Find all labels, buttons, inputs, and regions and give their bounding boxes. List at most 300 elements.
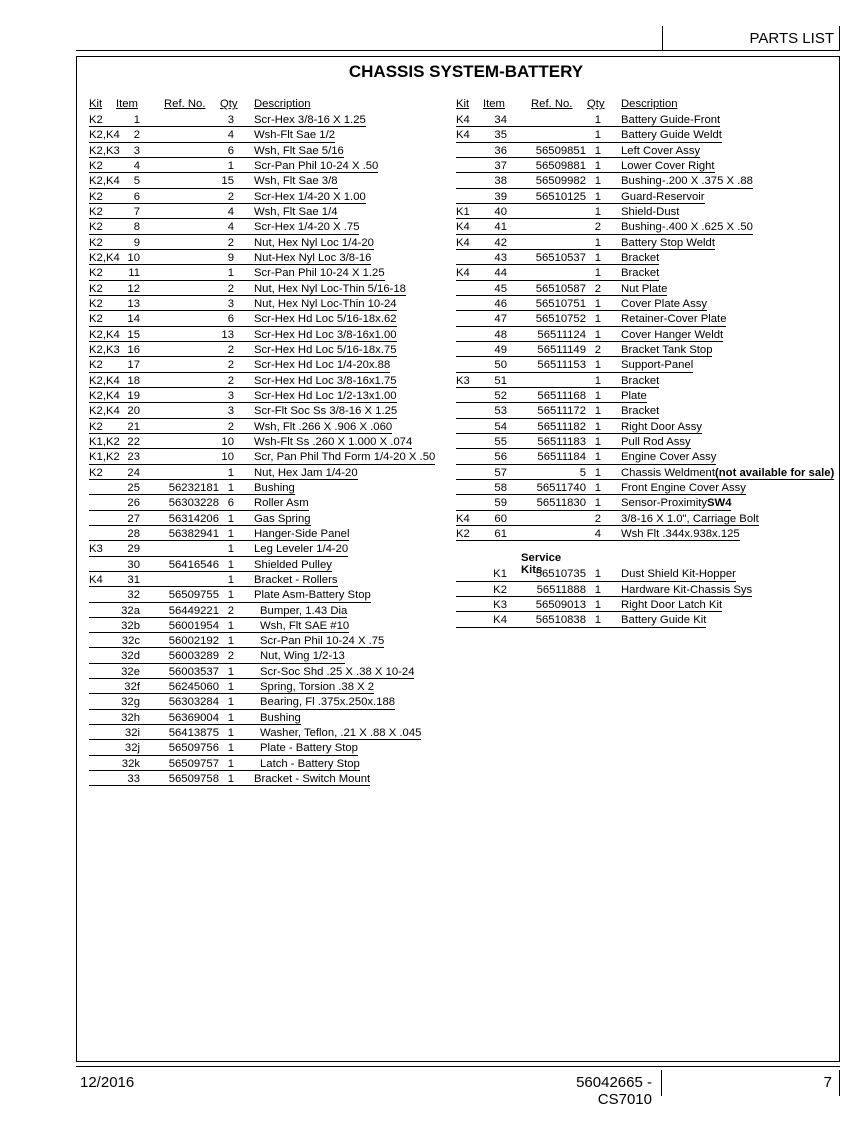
item-cell: 61: [494, 527, 507, 540]
ref-cell: 56511153: [537, 359, 586, 372]
desc-cell: Scr-Hex Hd Loc 3/8-16x1.00: [254, 328, 397, 341]
qty-cell: 1: [594, 251, 601, 264]
row-underline: [89, 464, 435, 465]
row-underline: [89, 663, 345, 664]
desc-cell: Guard-Reservoir: [621, 190, 705, 203]
kit-cell: K4: [456, 129, 470, 142]
qty-cell: 1: [594, 359, 601, 372]
row-underline: [89, 770, 360, 771]
row-underline: [456, 448, 691, 449]
qty-cell: 1: [227, 727, 234, 740]
item-cell: 1: [133, 114, 140, 126]
desc-cell: Bracket: [621, 267, 660, 280]
desc-cell: Dust Shield Kit-Hopper: [621, 568, 736, 581]
item-cell: 26: [127, 497, 140, 510]
ref-cell: 56510537: [535, 251, 586, 264]
desc-cell: Bearing, Fl .375x.250x.188: [260, 696, 396, 709]
item-cell: 20: [127, 405, 140, 418]
desc-cell: Nut, Hex Nyl Loc-Thin 10-24: [254, 297, 397, 310]
ref-cell: 56509881: [535, 159, 586, 172]
row-underline: [456, 157, 700, 158]
row-underline: [89, 647, 384, 648]
item-cell: 5: [133, 175, 140, 188]
section-label: PARTS LIST: [749, 30, 834, 47]
desc-cell: Nut, Hex Jam 1/4-20: [254, 466, 358, 479]
row-underline: [456, 402, 647, 403]
kit-cell: K4: [456, 221, 470, 234]
ref-cell: 56510735: [535, 568, 586, 581]
row-underline: [89, 678, 414, 679]
row-underline: [456, 596, 752, 597]
desc-cell: Bushing-.200 X .375 X .88: [621, 175, 753, 188]
row-underline: [456, 433, 702, 434]
desc-cell: Shielded Pulley: [254, 558, 332, 571]
row-underline: [456, 188, 753, 189]
header-rule: [76, 50, 840, 51]
item-cell: 9: [133, 236, 140, 249]
qty-cell: 1: [594, 568, 601, 581]
kit-cell: K2: [89, 114, 103, 126]
desc-cell: 3/8-16 X 1.0", Carriage Bolt: [621, 512, 759, 525]
footer-date: 12/2016: [80, 1074, 135, 1091]
qty-cell: 1: [594, 313, 601, 326]
qty-cell: 2: [594, 282, 601, 295]
qty-cell: 1: [594, 267, 601, 280]
ref-cell: 56509013: [535, 598, 586, 611]
row-underline: [89, 693, 374, 694]
ref-cell: 56510752: [535, 313, 586, 326]
qty-cell: 1: [227, 589, 234, 602]
row-underline: [89, 234, 359, 235]
kit-cell: K2: [89, 159, 103, 172]
qty-cell: 1: [594, 328, 601, 341]
desc-cell: Scr-Hex Hd Loc 3/8-16x1.75: [254, 374, 397, 387]
ref-cell: 56509757: [168, 757, 219, 770]
row-underline: [456, 203, 705, 204]
kit-cell: K2,K4: [89, 374, 120, 387]
row-underline: [89, 310, 397, 311]
desc-cell: Bracket - Rollers: [254, 573, 338, 586]
row-underline: [89, 126, 366, 127]
desc-cell: Scr-Hex 1/4-20 X 1.00: [254, 190, 366, 203]
col-qty-header: Qty: [587, 98, 605, 110]
ref-cell: 56002192: [168, 635, 219, 648]
item-cell: 23: [127, 451, 140, 464]
qty-cell: 2: [227, 282, 234, 295]
qty-cell: 2: [227, 650, 234, 663]
qty-cell: 1: [594, 374, 601, 387]
item-cell: 11: [128, 267, 140, 280]
item-cell: 48: [494, 328, 507, 341]
desc-cell: Scr-Hex 1/4-20 X .75: [254, 221, 360, 234]
item-cell: 32h: [121, 711, 140, 724]
kit-cell: K1,K2: [89, 435, 120, 448]
ref-cell: 56510751: [535, 297, 586, 310]
row-underline: [456, 280, 659, 281]
kit-cell: K3: [493, 598, 507, 611]
row-underline: [89, 218, 338, 219]
qty-cell: 2: [227, 236, 234, 249]
row-underline: [89, 739, 421, 740]
desc-cell: Latch - Battery Stop: [260, 757, 360, 770]
qty-cell: 1: [594, 497, 601, 510]
desc-cell: Bumper, 1.43 Dia: [260, 604, 348, 617]
desc-cell: Right Door Assy: [621, 420, 702, 433]
kit-cell: K2,K4: [89, 175, 120, 188]
desc-cell: Scr-Pan Phil 10-24 X .75: [260, 635, 385, 648]
qty-cell: 1: [594, 236, 601, 249]
item-cell: 46: [494, 297, 507, 310]
qty-cell: 6: [227, 313, 234, 326]
item-cell: 41: [494, 221, 507, 234]
desc-cell: Roller Asm: [254, 497, 309, 510]
item-cell: 16: [127, 343, 140, 356]
ref-cell: 56509758: [168, 773, 219, 786]
item-cell: 51: [494, 374, 507, 387]
row-underline: [456, 525, 759, 526]
qty-cell: 1: [227, 757, 234, 770]
row-underline: [89, 433, 392, 434]
row-underline: [456, 611, 722, 612]
item-cell: 32c: [121, 635, 140, 648]
qty-cell: 1: [227, 635, 234, 648]
qty-cell: 4: [594, 527, 601, 540]
row-underline: [89, 785, 370, 786]
qty-cell: 1: [594, 598, 601, 611]
qty-cell: 1: [227, 696, 234, 709]
row-underline: [89, 402, 397, 403]
qty-cell: 1: [227, 681, 234, 694]
item-cell: 25: [127, 481, 140, 494]
desc-cell: Hanger-Side Panel: [254, 527, 350, 540]
desc-cell: Scr-Pan Phil 10-24 X .50: [254, 159, 379, 172]
col-ref-header: Ref. No.: [531, 98, 573, 110]
item-cell: 32f: [124, 681, 140, 694]
item-cell: 57: [494, 466, 507, 479]
desc-cell: Wsh, Flt Sae 3/8: [254, 175, 338, 188]
row-underline: [89, 448, 412, 449]
qty-cell: 1: [227, 742, 234, 755]
qty-cell: 1: [594, 129, 601, 142]
item-cell: 29: [127, 543, 140, 556]
qty-cell: 1: [227, 466, 234, 479]
item-cell: 49: [494, 343, 507, 356]
desc-cell: Nut, Hex Nyl Loc 1/4-20: [254, 236, 374, 249]
row-underline: [456, 295, 667, 296]
ref-cell: 56511124: [537, 328, 586, 341]
desc-cell: Front Engine Cover Assy: [621, 481, 746, 494]
ref-cell: 56303284: [168, 696, 219, 709]
item-cell: 32k: [121, 757, 140, 770]
kit-cell: K2: [89, 236, 103, 249]
row-underline: [89, 525, 311, 526]
row-underline: [89, 326, 397, 327]
desc-cell: Scr-Hex Hd Loc 5/16-18x.75: [254, 343, 397, 356]
qty-cell: 2: [594, 343, 601, 356]
ref-cell: 56511172: [537, 405, 586, 418]
kit-cell: K2: [89, 267, 103, 280]
desc-cell: Wsh Flt .344x.938x.125: [621, 527, 740, 540]
row-underline: [89, 372, 390, 373]
desc-cell: Hardware Kit-Chassis Sys: [621, 583, 753, 596]
desc-cell: Bracket: [621, 251, 660, 264]
ref-cell: 56245060: [168, 681, 219, 694]
ref-cell: 56413875: [168, 727, 219, 740]
qty-cell: 3: [227, 297, 234, 310]
item-cell: 53: [494, 405, 507, 418]
item-cell: 8: [133, 221, 140, 234]
col-qty-header: Qty: [220, 98, 238, 110]
item-cell: 52: [494, 389, 507, 402]
qty-cell: 9: [227, 251, 234, 264]
item-cell: 42: [494, 236, 507, 249]
qty-cell: 1: [594, 389, 601, 402]
kit-cell: K2,K3: [89, 343, 120, 356]
desc-cell: Bracket: [621, 405, 660, 418]
kit-cell: K2: [89, 297, 103, 310]
desc-cell: Nut Plate: [621, 282, 668, 295]
header-divider: [662, 26, 663, 50]
desc-cell: Scr-Hex Hd Loc 5/16-18x.62: [254, 313, 397, 326]
item-cell: 32b: [121, 619, 140, 632]
row-underline: [456, 249, 715, 250]
row-underline: [89, 617, 347, 618]
kit-cell: K2: [89, 282, 103, 295]
row-underline: [89, 157, 344, 158]
row-underline: [89, 264, 371, 265]
kit-cell: K2,K4: [89, 389, 120, 402]
kit-cell: K2,K3: [89, 144, 120, 157]
ref-cell: 5: [579, 466, 586, 479]
row-underline: [89, 586, 338, 587]
desc-cell: Bracket - Switch Mount: [254, 773, 371, 786]
col-kit-header: Kit: [456, 98, 470, 110]
kit-cell: K4: [456, 512, 470, 525]
row-underline: [89, 356, 397, 357]
kit-cell: K2: [456, 527, 470, 540]
qty-cell: 6: [227, 144, 234, 157]
qty-cell: 1: [594, 205, 601, 218]
qty-cell: 2: [227, 343, 234, 356]
ref-cell: 56003289: [168, 650, 219, 663]
row-underline: [456, 172, 715, 173]
desc-cell: Leg Leveler 1/4-20: [254, 543, 349, 556]
item-cell: 54: [494, 420, 507, 433]
qty-cell: 4: [227, 221, 234, 234]
row-underline: [89, 341, 397, 342]
desc-bold-cell: SW4: [707, 497, 732, 510]
qty-cell: 1: [594, 159, 601, 172]
desc-cell: Cover Plate Assy: [621, 297, 708, 310]
qty-cell: 1: [594, 451, 601, 464]
col-desc-header: Description: [254, 98, 311, 110]
qty-cell: 1: [227, 481, 234, 494]
ref-cell: 56510587: [535, 282, 586, 295]
row-underline: [456, 142, 722, 143]
item-cell: 36: [494, 144, 507, 157]
qty-cell: 1: [594, 175, 601, 188]
row-underline: [89, 418, 397, 419]
row-underline: [89, 602, 371, 603]
qty-cell: 1: [594, 583, 601, 596]
row-underline: [89, 142, 335, 143]
row-underline: [456, 326, 726, 327]
row-underline: [456, 581, 736, 582]
kit-cell: K2: [493, 583, 507, 596]
row-underline: [89, 172, 378, 173]
qty-cell: 1: [594, 144, 601, 157]
qty-cell: 1: [227, 773, 234, 786]
qty-cell: 4: [227, 205, 234, 218]
row-underline: [89, 188, 338, 189]
item-cell: 40: [494, 205, 507, 218]
desc-cell: Pull Rod Assy: [621, 435, 691, 448]
row-underline: [89, 249, 374, 250]
ref-cell: 56369004: [168, 711, 219, 724]
ref-cell: 56510125: [535, 190, 586, 203]
ref-cell: 56510838: [535, 614, 586, 627]
ref-cell: 56509756: [168, 742, 219, 755]
desc-cell: Scr-Hex Hd Loc 1/4-20x.88: [254, 359, 391, 372]
item-cell: 37: [494, 159, 507, 172]
row-underline: [89, 724, 301, 725]
desc-cell: Battery Stop Weldt: [621, 236, 715, 249]
row-underline: [456, 218, 679, 219]
qty-cell: 15: [221, 175, 234, 188]
row-underline: [456, 418, 659, 419]
qty-cell: 1: [227, 512, 234, 525]
ref-cell: 56314206: [168, 512, 219, 525]
ref-cell: 56232181: [168, 481, 219, 494]
kit-cell: K1: [456, 205, 470, 218]
item-cell: 59: [494, 497, 507, 510]
kit-cell: K3: [89, 543, 103, 556]
desc-cell: Sensor-Proximity: [621, 497, 708, 510]
col-item-header: Item: [116, 98, 138, 110]
row-underline: [89, 540, 349, 541]
qty-cell: 3: [227, 114, 234, 126]
item-cell: 55: [494, 435, 507, 448]
row-underline: [89, 479, 358, 480]
desc-cell: Nut, Hex Nyl Loc-Thin 5/16-18: [254, 282, 406, 295]
item-cell: 60: [494, 512, 507, 525]
qty-cell: 3: [227, 389, 234, 402]
service-kits-title: Service Kits: [521, 552, 562, 577]
item-cell: 12: [127, 282, 140, 295]
item-cell: 10: [127, 251, 140, 264]
item-cell: 45: [494, 282, 507, 295]
ref-cell: 56509851: [535, 144, 586, 157]
desc-cell: Scr-Hex Hd Loc 1/2-13x1.00: [254, 389, 397, 402]
qty-cell: 2: [227, 420, 234, 433]
desc-cell: Bracket Tank Stop: [621, 343, 713, 356]
item-cell: 2: [133, 129, 140, 142]
item-cell: 24: [127, 466, 140, 479]
qty-cell: 10: [221, 435, 234, 448]
item-cell: 4: [133, 159, 140, 172]
desc-cell: Cover Hanger Weldt: [621, 328, 724, 341]
kit-cell: K2,K4: [89, 129, 120, 142]
desc-cell: Left Cover Assy: [621, 144, 701, 157]
desc-cell: Scr-Soc Shd .25 X .38 X 10-24: [260, 665, 415, 678]
desc-cell: Bushing: [260, 711, 301, 724]
desc-cell: Retainer-Cover Plate: [621, 313, 727, 326]
ref-cell: 56449221: [168, 604, 219, 617]
item-cell: 21: [127, 420, 140, 433]
qty-cell: 4: [227, 129, 234, 142]
col-desc-header: Description: [621, 98, 678, 110]
desc-cell: Battery Guide Kit: [621, 614, 707, 627]
row-underline: [89, 632, 349, 633]
qty-cell: 1: [594, 190, 601, 203]
qty-cell: 1: [227, 558, 234, 571]
qty-cell: 1: [594, 614, 601, 627]
item-cell: 32d: [121, 650, 140, 663]
row-underline: [456, 479, 834, 480]
ref-cell: 56303228: [168, 497, 219, 510]
qty-cell: 2: [227, 374, 234, 387]
row-underline: [456, 494, 746, 495]
desc-cell: Chassis Weldment: [621, 466, 715, 479]
qty-cell: 2: [227, 604, 234, 617]
item-cell: 50: [494, 359, 507, 372]
qty-cell: 1: [227, 573, 234, 586]
kit-cell: K2: [89, 205, 103, 218]
item-cell: 3: [133, 144, 140, 157]
desc-cell: Wsh, Flt Sae 1/4: [254, 205, 338, 218]
kit-cell: K4: [456, 114, 470, 126]
row-underline: [456, 341, 723, 342]
row-underline: [89, 556, 348, 557]
kit-cell: K2,K4: [89, 328, 120, 341]
desc-cell: Battery Guide Weldt: [621, 129, 722, 142]
row-underline: [89, 203, 366, 204]
qty-cell: 1: [227, 665, 234, 678]
desc-cell: Plate Asm-Battery Stop: [254, 589, 371, 602]
item-cell: 32e: [121, 665, 140, 678]
desc-cell: Spring, Torsion .38 X 2: [260, 681, 375, 694]
kit-cell: K2: [89, 420, 103, 433]
item-cell: 27: [127, 512, 140, 525]
row-underline: [89, 755, 358, 756]
row-underline: [456, 310, 707, 311]
kit-cell: K4: [89, 573, 103, 586]
item-cell: 56: [494, 451, 507, 464]
ref-cell: 56511168: [537, 389, 586, 402]
footer-right-border: [839, 1070, 840, 1096]
row-underline: [89, 709, 395, 710]
kit-cell: K2: [89, 313, 103, 326]
qty-cell: 1: [594, 405, 601, 418]
desc-cell: Lower Cover Right: [621, 159, 715, 172]
row-underline: [456, 627, 706, 628]
ref-cell: 56509755: [168, 589, 219, 602]
item-cell: 15: [127, 328, 140, 341]
ref-cell: 56001954: [168, 619, 219, 632]
item-cell: 32a: [121, 604, 140, 617]
kit-cell: K2: [89, 190, 103, 203]
item-cell: 35: [494, 129, 507, 142]
item-cell: 17: [127, 359, 140, 372]
item-cell: 44: [494, 267, 507, 280]
desc-cell: Wsh-Flt Ss .260 X 1.000 X .074: [254, 435, 413, 448]
ref-cell: 56511184: [537, 451, 586, 464]
desc-cell: Wsh-Flt Sae 1/2: [254, 129, 335, 142]
qty-cell: 1: [227, 543, 234, 556]
qty-cell: 3: [227, 405, 234, 418]
desc-cell: Washer, Teflon, .21 X .88 X .045: [260, 727, 422, 740]
row-underline: [456, 234, 753, 235]
